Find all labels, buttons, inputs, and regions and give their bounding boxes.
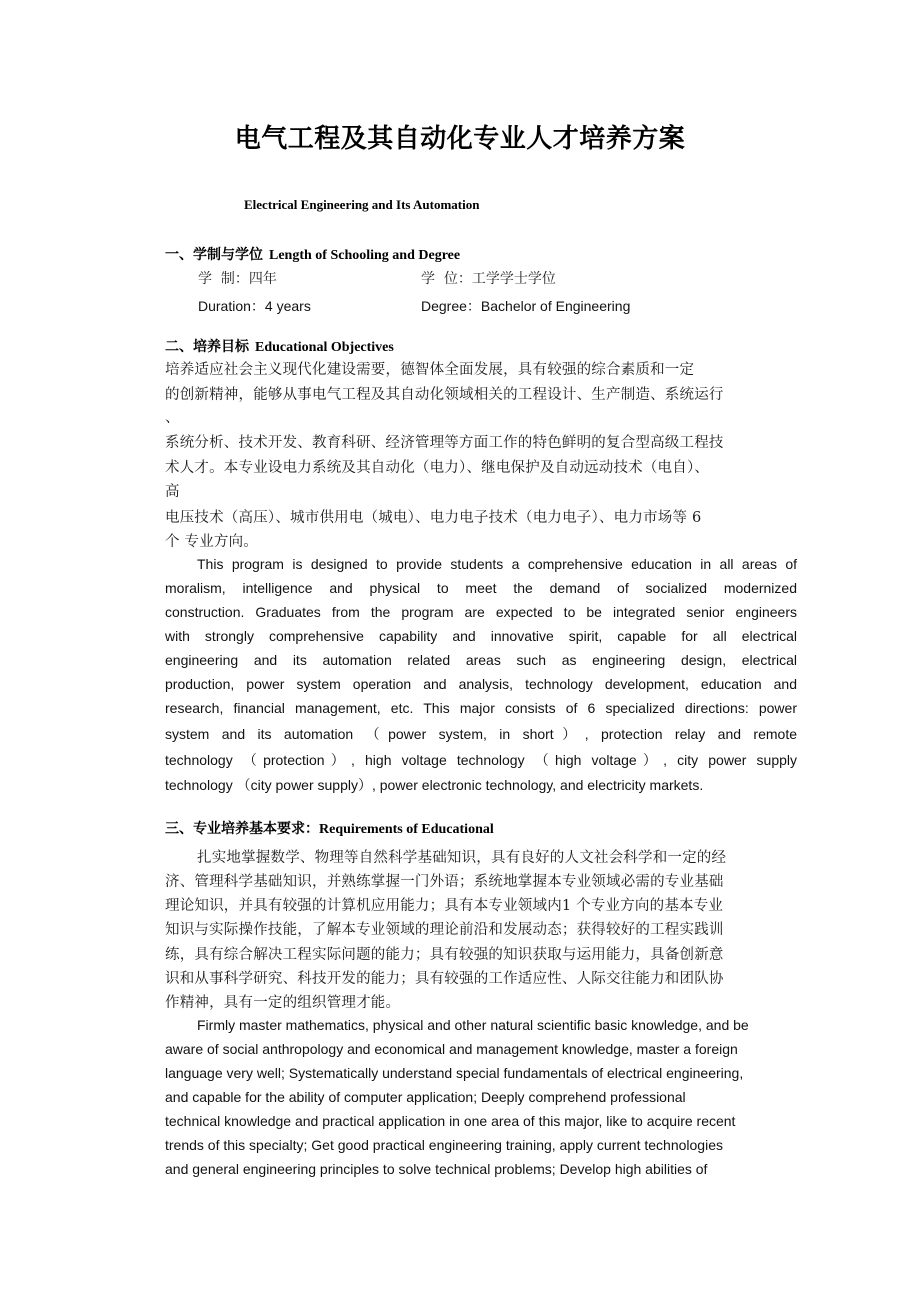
section-1-heading (165, 244, 460, 264)
objectives-en-line: technology （protection）, high voltage technology （high voltage）, city power supply (165, 752, 797, 768)
requirements-cn-line: 练，具有综合解决工程实际问题的能力；具有较强的知识获取与运用能力，具备创新意 (165, 947, 724, 963)
requirements-cn-line: 知识与实际操作技能，了解本专业领域的理论前沿和发展动态；获得较好的工程实践训 (165, 922, 724, 938)
section-2-heading-en: Educational Objectives (255, 340, 394, 355)
requirements-cn-line: 扎实地掌握数学、物理等自然科学基础知识，具有良好的人文社会科学和一定的经 (197, 850, 727, 866)
requirements-en-line: aware of social anthropology and economical and management knowledge, master a foreign (165, 1041, 738, 1057)
duration-en: Duration：4 years (198, 298, 311, 314)
section-2-heading-cn: 二、培养目标 (165, 339, 249, 355)
objectives-en-line: This program is designed to provide students a comprehensive education in all areas of (197, 556, 797, 572)
document-subtitle: Electrical Engineering and Its Automation (244, 197, 480, 212)
section-3-heading (165, 818, 494, 838)
objectives-cn-line: 系统分析、技术开发、教育科研、经济管理等方面工作的特色鲜明的复合型高级工程技 (165, 435, 724, 451)
objectives-en-line: system and its automation （power system, in short）, protection relay and remote (165, 726, 797, 742)
objectives-cn-line: 的创新精神，能够从事电气工程及其自动化领域相关的工程设计、生产制造、系统运行 (165, 387, 724, 403)
section-1-heading-en: Length of Schooling and Degree (269, 248, 461, 263)
section-3-heading-en: Requirements of Educational (319, 822, 494, 837)
requirements-en-line: and general engineering principles to solve technical problems; Develop high abilities of (165, 1161, 708, 1177)
objectives-cn-line: 电压技术（高压）、城市供用电（城电）、电力电子技术（电力电子）、电力市场等 6 (165, 510, 702, 526)
objectives-en-line: research, financial management, etc. This major consists of 6 specialized directions: power (165, 700, 797, 716)
objectives-cn-line: 术人才。本专业设电力系统及其自动化（电力）、继电保护及自动远动技术（电自）、 (165, 460, 710, 476)
section-1-heading-cn: 一、学制与学位 (165, 247, 263, 263)
degree-en: Degree：Bachelor of Engineering (421, 298, 631, 314)
objectives-cn-line: 高 (165, 484, 180, 500)
requirements-cn-line: 作精神，具有一定的组织管理才能。 (165, 995, 401, 1011)
requirements-en-line: technical knowledge and practical application in one area of this major, like to acquire recent (165, 1113, 736, 1129)
duration-cn: 学 制：四年 (198, 271, 277, 287)
degree-cn: 学 位：工学学士学位 (421, 271, 556, 287)
section-2-heading (165, 336, 394, 356)
objectives-en-line: technology （city power supply）, power electronic technology, and electricity markets. (165, 777, 704, 793)
objectives-en-line: construction. Graduates from the program are expected to be integrated senior engineers (165, 604, 797, 620)
requirements-en-line: trends of this specialty; Get good practical engineering training, apply current technologies (165, 1137, 723, 1153)
requirements-cn-line: 济、管理科学基础知识，并熟练掌握一门外语；系统地掌握本专业领域必需的专业基础 (165, 874, 724, 890)
objectives-en-line: engineering and its automation related areas such as engineering design, electrical (165, 652, 797, 668)
objectives-cn-line: 、 (165, 410, 180, 426)
document-title: 电气工程及其自动化专业人才培养方案 (234, 124, 686, 154)
requirements-en-line: Firmly master mathematics, physical and other natural scientific basic knowledge, and be (197, 1017, 749, 1033)
objectives-en-line: production, power system operation and analysis, technology development, education and (165, 676, 797, 692)
objectives-cn-line: 培养适应社会主义现代化建设需要，德智体全面发展，具有较强的综合素质和一定 (165, 362, 695, 378)
requirements-cn-line: 理论知识，并具有较强的计算机应用能力；具有本专业领域内1 个专业方向的基本专业 (165, 898, 724, 914)
objectives-cn-line: 个 专业方向。 (165, 534, 259, 550)
requirements-en-line: and capable for the ability of computer application; Deeply comprehend professional (165, 1089, 686, 1105)
section-3-heading-cn: 三、专业培养基本要求： (165, 821, 319, 837)
requirements-cn-line: 识和从事科学研究、科技开发的能力；具有较强的工作适应性、人际交往能力和团队协 (165, 971, 724, 987)
requirements-en-line: language very well; Systematically understand special fundamentals of electrical engineering, (165, 1065, 744, 1081)
objectives-en-line: moralism, intelligence and physical to meet the demand of socialized modernized (165, 580, 797, 596)
objectives-en-line: with strongly comprehensive capability and innovative spirit, capable for all electrical (165, 628, 797, 644)
